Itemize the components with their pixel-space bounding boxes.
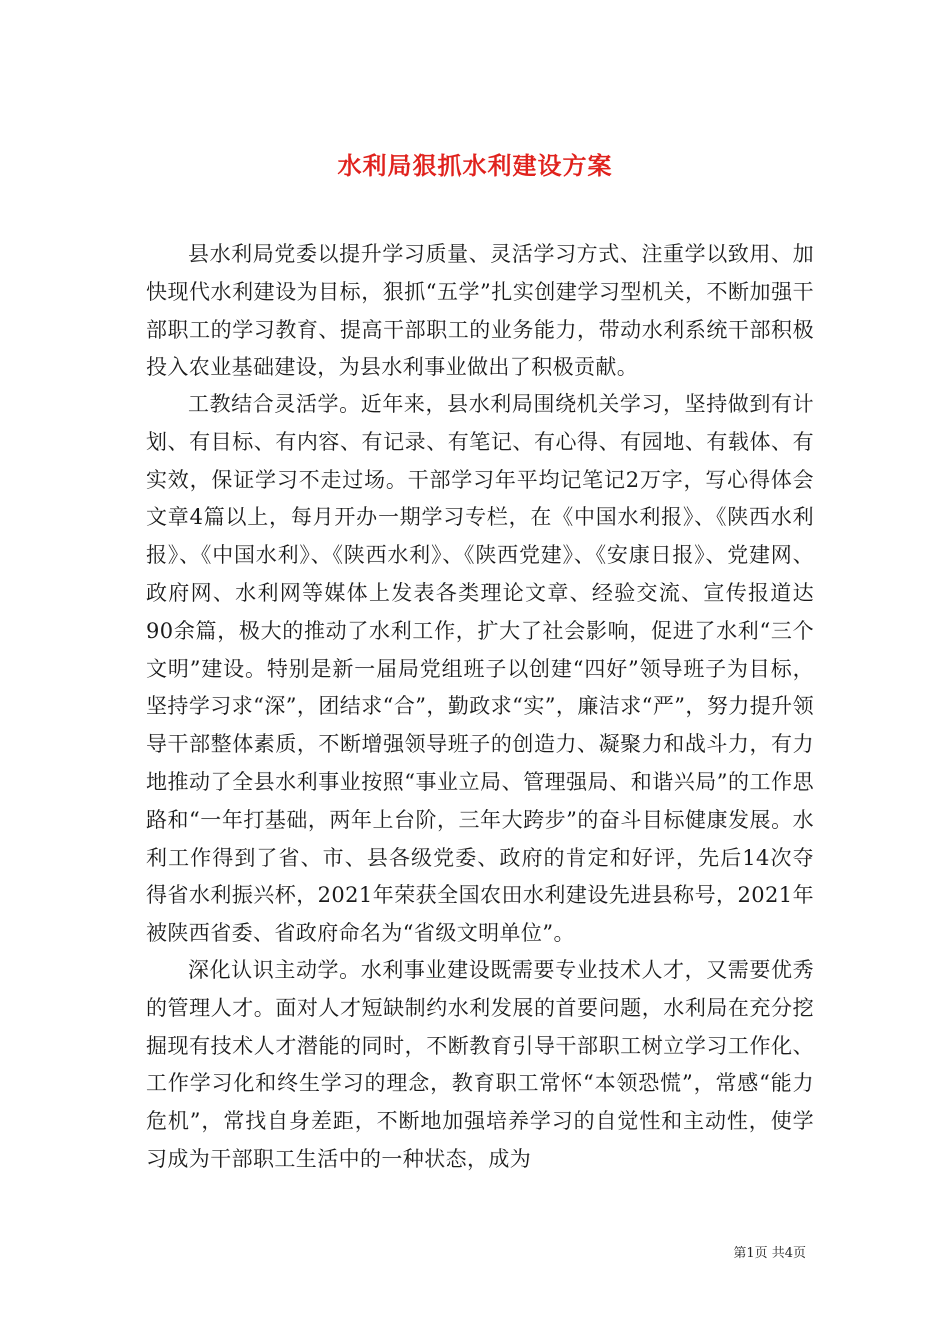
paragraph-text: 县水利局党委以提升学习质量、灵活学习方式、注重学以致用、加快现代水利建设为目标，狠抓“五学”扎实创建学习型机关，不断加强干部职工的学习教育、提高干部职工的业务能力，带动水利系统干部积极投入农业基础建设，为县水利事业做出了积极贡献。 — [146, 242, 814, 380]
paragraph-text: 深化认识主动学。水利事业建设既需要专业技术人才，又需要优秀的管理人才。面对人才短缺制约水利发展的首要问题，水利局在充分挖掘现有技术人才潜能的同时，不断教育引导干部职工树立学习工作化、工作学习化和终生学习的理念，教育职工常怀“本领恐慌”，常感“能力危机”，常找自身差距，不断地加强培养学习的自觉性和主动性，使学习成为干部职工生活中的一种状态，成为 — [146, 958, 814, 1171]
paragraph-text: 工教结合灵活学。近年来，县水利局围绕机关学习，坚持做到有计划、有目标、有内容、有记录、有笔记、有心得、有园地、有载体、有实效，保证学习不走过场。干部学习年平均记笔记2万字，写心得体会文章4篇以上，每月开办一期学习专栏，在《中国水利报》、《陕西水利报》、《中国水利》、《陕西水利》、《陕西党建》、《安康日报》、党建网、政府网、水利网等媒体上发表各类理论文章、经验交流、宣传报道达90余篇，极大的推动了水利工作，扩大了社会影响，促进了水利“三个文明”建设。特别是新一届局党组班子以创建“四好”领导班子为目标，坚持学习求“深”，团结求“合”，勤政求“实”，廉洁求“严”，努力提升领导干部整体素质，不断增强领导班子的创造力、凝聚力和战斗力，有力地推动了全县水利事业按照“事业立局、管理强局、和谐兴局”的工作思路和“一年打基础，两年上台阶，三年大跨步”的奋斗目标健康发展。水利工作得到了省、市、县各级党委、政府的肯定和好评，先后14次夺得省水利振兴杯，2021年荣获全国农田水利建设先进县称号，2021年被陕西省委、省政府命名为“省级文明单位”。 — [146, 392, 814, 946]
page-number: 第1页 共4页 — [733, 1246, 806, 1261]
paragraph-intro — [146, 236, 814, 387]
paragraph-combined-learning — [146, 386, 814, 953]
document-title: 水利局狠抓水利建设方案 — [337, 151, 613, 181]
paragraph-active-learning — [146, 952, 814, 1179]
